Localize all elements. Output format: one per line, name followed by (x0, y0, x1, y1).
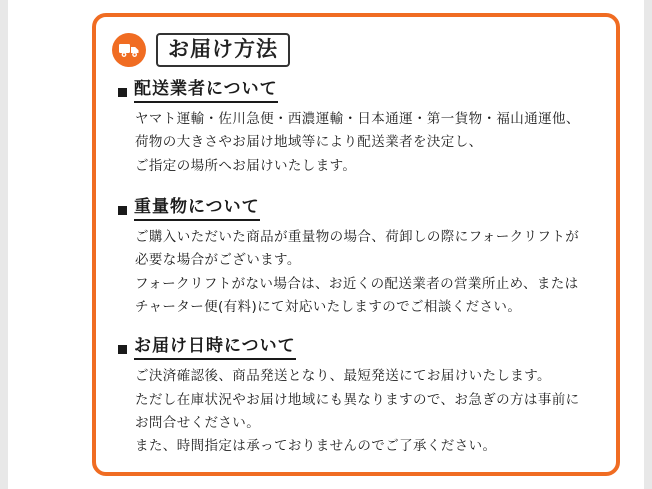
body-line: 必要な場合がございます。 (135, 252, 301, 269)
body-line: ヤマト運輸・佐川急便・西濃運輸・日本通運・第一貨物・福山通運他、 (135, 111, 580, 128)
section-spacer (118, 184, 600, 197)
section-spacer (118, 325, 600, 336)
panel-title-row (112, 33, 290, 67)
square-bullet-icon (118, 88, 127, 97)
section-heading-row (118, 336, 600, 360)
square-bullet-icon (118, 345, 127, 354)
section-heading: お届け日時について (134, 336, 296, 360)
left-letterbox-bar (0, 0, 8, 489)
right-letterbox-bar (644, 0, 652, 489)
body-line: ご購入いただいた商品が重量物の場合、荷卸しの際にフォークリフトが (135, 229, 580, 246)
delivery-info-panel (92, 13, 620, 476)
body-line: チャーター便(有料)にて対応いたしますのでご相談ください。 (135, 298, 522, 315)
body-line: お問合せください。 (135, 414, 261, 431)
section-heading: 重量物について (134, 197, 260, 221)
section-body (135, 365, 600, 458)
section-delivery-date (118, 336, 600, 458)
body-line: ご指定の場所へお届けいたします。 (135, 157, 357, 174)
section-body (135, 226, 600, 319)
page-title-box (156, 33, 290, 67)
page-title: お届け方法 (168, 37, 278, 61)
body-line: また、時間指定は承っておりませんのでご了承ください。 (135, 437, 497, 454)
section-carrier (118, 79, 600, 178)
body-line: フォークリフトがない場合は、お近くの配送業者の営業所止め、または (135, 275, 579, 292)
section-body (135, 108, 600, 178)
body-line: ただし在庫状況やお届け地域にも異なりますので、お急ぎの方は事前に (135, 391, 580, 408)
section-heading-row (118, 79, 600, 103)
body-line: ご決済確認後、商品発送となり、最短発送にてお届けいたします。 (135, 368, 551, 385)
section-heading-row (118, 197, 600, 221)
square-bullet-icon (118, 206, 127, 215)
body-line: 荷物の大きさやお届け地域等により配送業者を決定し、 (135, 134, 483, 151)
delivery-truck-icon (112, 33, 146, 67)
section-heavy-items (118, 197, 600, 319)
panel-content (118, 79, 600, 464)
section-heading: 配送業者について (134, 79, 278, 103)
